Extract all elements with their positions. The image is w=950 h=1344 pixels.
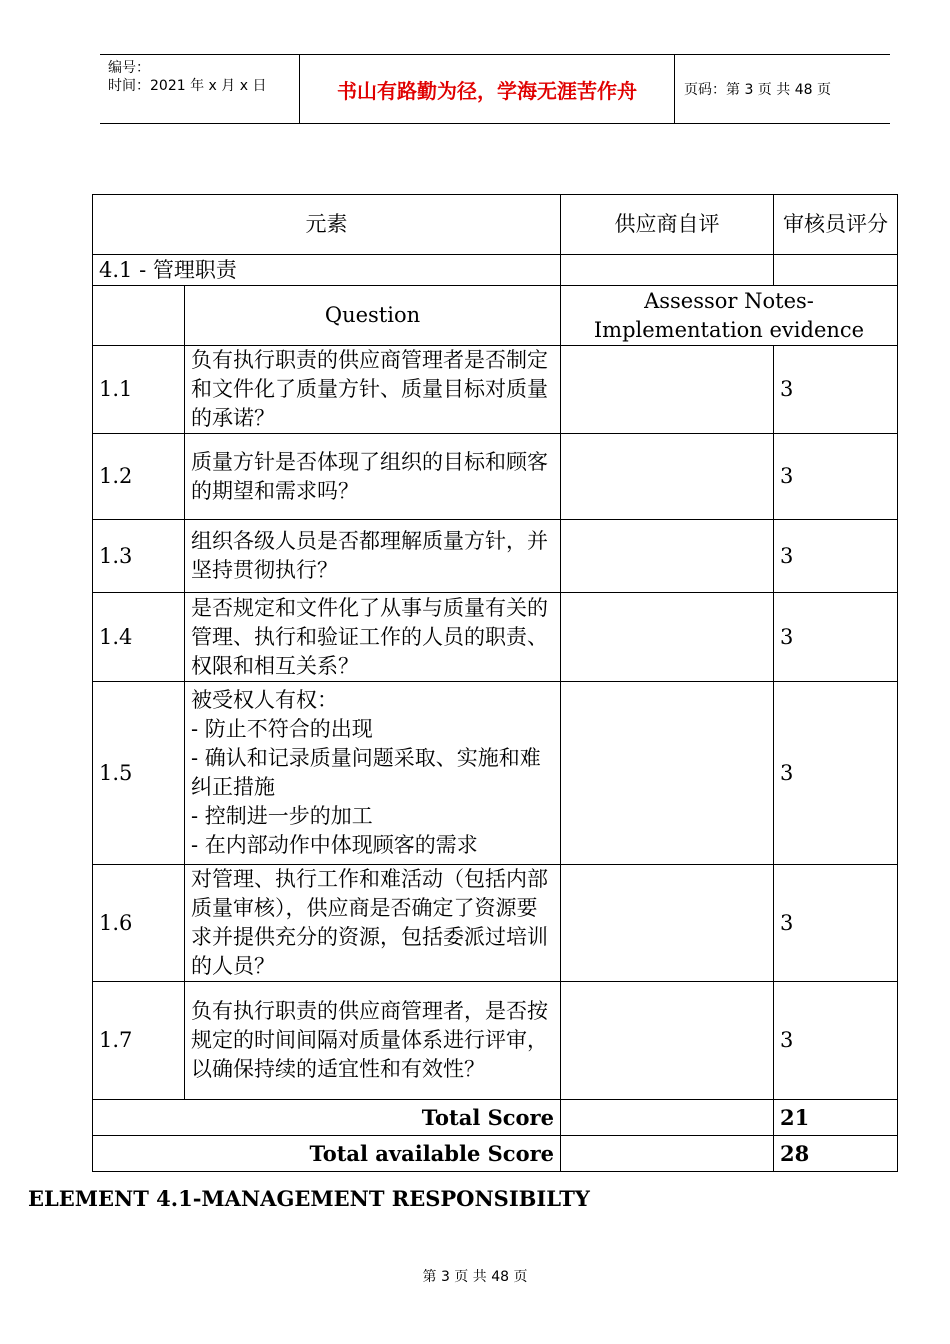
- sub-header-empty-cell: [93, 286, 185, 346]
- total-available-score-row: [93, 1136, 898, 1172]
- question-id: 1.4: [93, 593, 185, 682]
- table-row: [93, 593, 898, 682]
- supplier-score-cell: [561, 434, 774, 520]
- header-page-number: 页码：第 3 页 共 48 页: [684, 82, 831, 98]
- question-text: 是否规定和文件化了从事与质量有关的管理、执行和验证工作的人员的职责、权限和相互关系？: [185, 593, 561, 682]
- auditor-score: 3: [774, 434, 898, 520]
- table-row: [93, 682, 898, 865]
- header-slogan: 书山有路勤为径，学海无涯苦作舟: [300, 55, 675, 123]
- question-text: 被受权人有权： - 防止不符合的出现 - 确认和记录质量问题采取、实施和难纠正措施 - 控制进一步的加工 - 在内部动作中体现顾客的需求: [185, 682, 561, 865]
- auditor-score: 3: [774, 865, 898, 982]
- table-row: [93, 346, 898, 434]
- page-header: [100, 54, 890, 124]
- total-score-supplier-cell: [561, 1100, 774, 1136]
- total-available-score-supplier-cell: [561, 1136, 774, 1172]
- question-text: 负有执行职责的供应商管理者是否制定和文件化了质量方针、质量目标对质量的承诺？: [185, 346, 561, 434]
- question-id: 1.2: [93, 434, 185, 520]
- section-title: 4.1 - 管理职责: [93, 255, 561, 286]
- header-supplier-self-assessment: 供应商自评: [561, 195, 774, 255]
- table-row: [93, 520, 898, 593]
- page-footer: 第 3 页 共 48 页: [422, 1269, 528, 1285]
- header-meta: [100, 55, 300, 123]
- question-id: 1.6: [93, 865, 185, 982]
- section-empty-cell: [774, 255, 898, 286]
- question-id: 1.3: [93, 520, 185, 593]
- total-score-row: [93, 1100, 898, 1136]
- section-empty-cell: [561, 255, 774, 286]
- table-row: [93, 434, 898, 520]
- sub-header-question: Question: [185, 286, 561, 346]
- table-header-row: [93, 195, 898, 255]
- section-row: [93, 255, 898, 286]
- supplier-score-cell: [561, 593, 774, 682]
- header-auditor-score: 审核员评分: [774, 195, 898, 255]
- supplier-score-cell: [561, 982, 774, 1100]
- sub-header-assessor-notes: Assessor Notes-Implementation evidence: [561, 286, 898, 346]
- auditor-score: 3: [774, 982, 898, 1100]
- total-available-score-value: 28: [774, 1136, 898, 1172]
- question-id: 1.1: [93, 346, 185, 434]
- auditor-score: 3: [774, 593, 898, 682]
- question-text: 质量方针是否体现了组织的目标和顾客的期望和需求吗？: [185, 434, 561, 520]
- table-row: [93, 865, 898, 982]
- header-element: 元素: [93, 195, 561, 255]
- total-available-score-label: Total available Score: [93, 1136, 561, 1172]
- supplier-score-cell: [561, 520, 774, 593]
- question-id: 1.5: [93, 682, 185, 865]
- supplier-score-cell: [561, 346, 774, 434]
- total-score-label: Total Score: [93, 1100, 561, 1136]
- document-number-label: 编号：: [108, 60, 150, 76]
- question-text: 负有执行职责的供应商管理者，是否按规定的时间间隔对质量体系进行评审，以确保持续的适宜性和有效性？: [185, 982, 561, 1100]
- question-text: 对管理、执行工作和难活动（包括内部质量审核），供应商是否确定了资源要求并提供充分的资源，包括委派过培训的人员？: [185, 865, 561, 982]
- auditor-score: 3: [774, 682, 898, 865]
- auditor-score: 3: [774, 346, 898, 434]
- question-id: 1.7: [93, 982, 185, 1100]
- total-score-value: 21: [774, 1100, 898, 1136]
- table-row: [93, 982, 898, 1100]
- supplier-score-cell: [561, 682, 774, 865]
- question-text: 组织各级人员是否都理解质量方针，并坚持贯彻执行？: [185, 520, 561, 593]
- document-date-label: 时间：2021 年 x 月 x 日: [108, 78, 267, 94]
- assessment-table: [92, 194, 898, 1172]
- element-title: ELEMENT 4.1-MANAGEMENT RESPONSIBILTY: [28, 1186, 590, 1211]
- sub-header-row: [93, 286, 898, 346]
- auditor-score: 3: [774, 520, 898, 593]
- supplier-score-cell: [561, 865, 774, 982]
